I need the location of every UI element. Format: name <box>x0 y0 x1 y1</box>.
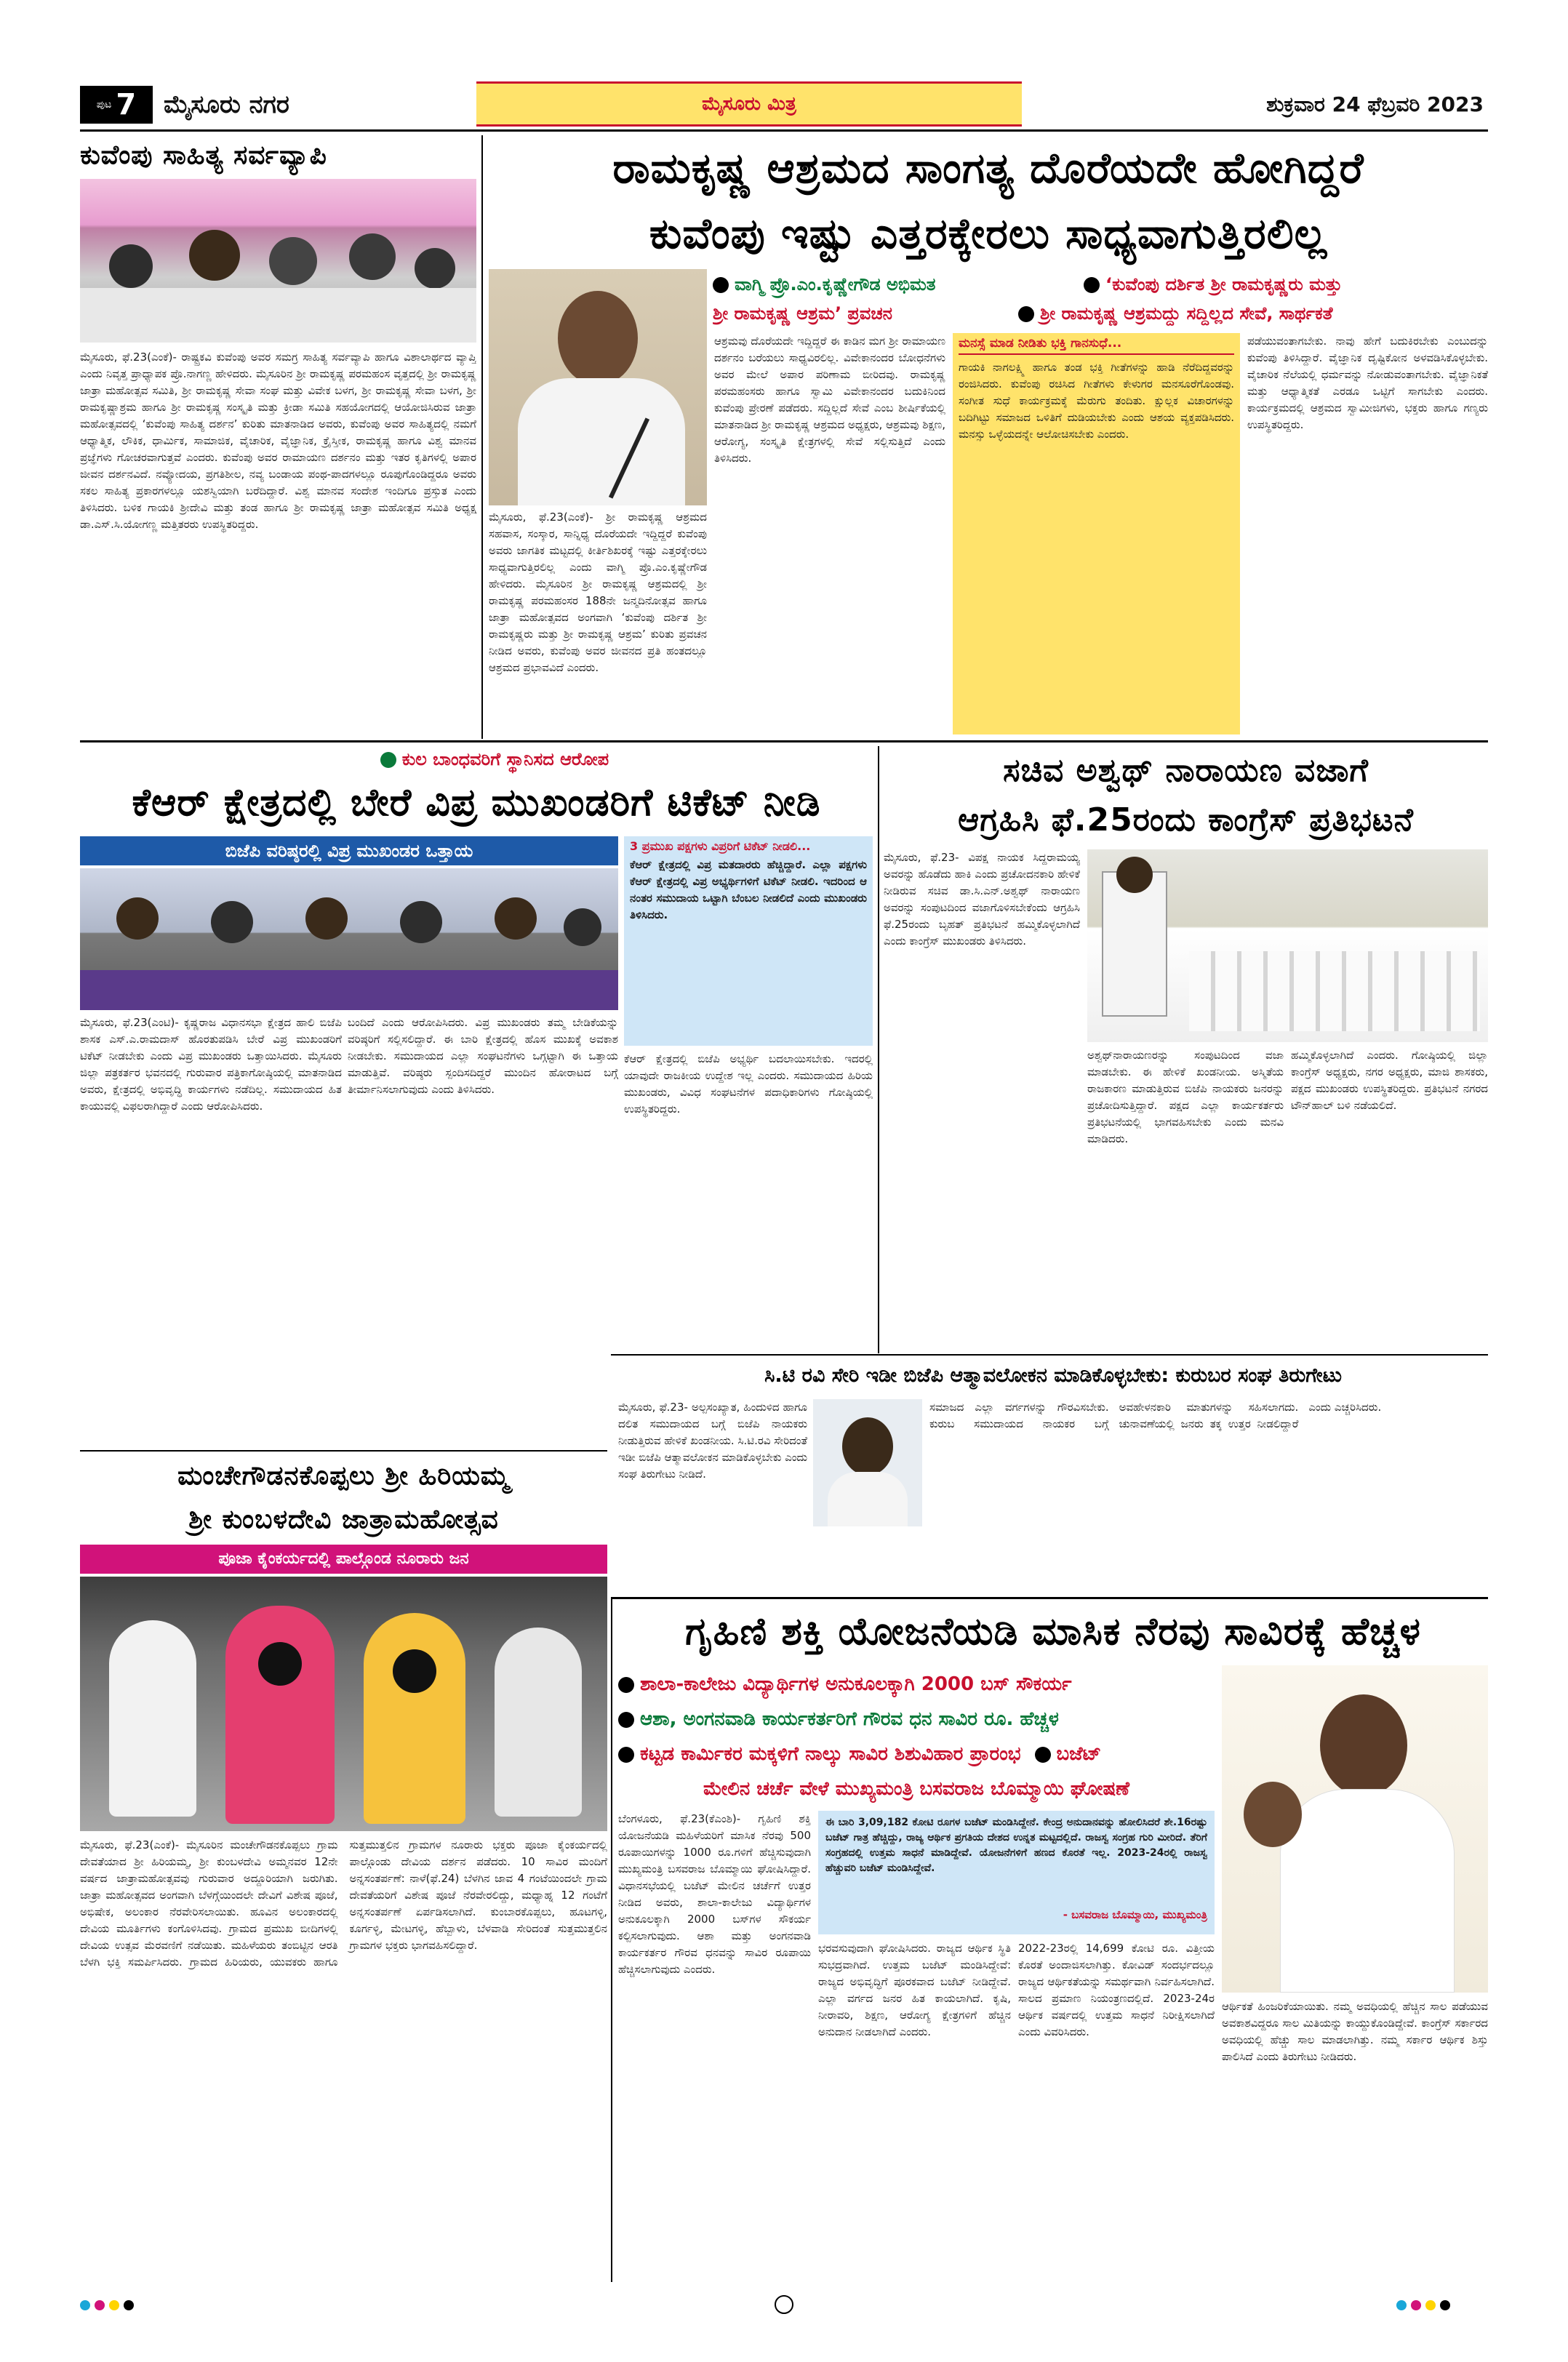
bullet-dot <box>713 277 729 293</box>
page-number-badge <box>80 86 153 124</box>
bhakti-box-body: ಗಾಯಕಿ ನಾಗಲಕ್ಷ್ಮಿ ಹಾಗೂ ತಂಡ ಭಕ್ತಿ ಗೀತೆಗಳನ್ನು ಹಾಡಿ ನೆರೆದಿದ್ದವರನ್ನು ರಂಜಿಸಿದರು. ಕುವೆಂಪು ರಚಿಸಿದ ಗೀತೆಗಳು ಕೇಳುಗರ ಮನಸೂರೆಗೊಂಡವು. ಸಂಗೀತ ಸುಧೆ ಕಾರ್ಯಕ್ರಮಕ್ಕೆ ಮೆರುಗು ತಂದಿತು. ಕ್ಷುಲ್ಲಕ ವಿಚಾರಗಳನ್ನು ಬದಿಗಿಟ್ಟು ಸಮಾಜದ ಒಳಿತಿಗೆ ದುಡಿಯಬೇಕು ಎಂದು ಆಶಯ ವ್ಯಕ್ತಪಡಿಸಿದರು. ಮನಸ್ಸು ಒಳ್ಳೆಯದನ್ನೇ ಆಲೋಚಿಸಬೇಕು ಎಂದರು. <box>959 361 1234 441</box>
registration-mark-icon <box>1425 2300 1436 2310</box>
keller-sidebar-title: 3 ಪ್ರಮುಖ ಪಕ್ಷಗಳು ವಿಪ್ರರಿಗೆ ಟಿಕೆಟ್ ನೀಡಲಿ... <box>630 839 811 853</box>
keller-col-1: ಮೈಸೂರು, ಫೆ.23(ಎಂಟಿ)- ಕೃಷ್ಣರಾಜ ವಿಧಾನಸಭಾ ಕ್ಷೇತ್ರದ ಹಾಲಿ ಬಿಜೆಪಿ ಶಾಸಕ ಎಸ್.ಎ.ರಾಮದಾಸ್ ಹೊರತುಪಡಿಸಿ ಬೇರೆ ವಿಪ್ರ ಮುಖಂಡರಿಗೆ ಟಿಕೆಟ್ ನೀಡಬೇಕು ಎಂದು ವಿಪ್ರ ಮುಖಂಡರು ಒತ್ತಾಯಿಸಿದರು. ಮೈಸೂರು ಜಿಲ್ಲಾ ಪತ್ರಕರ್ತರ ಭವನದಲ್ಲಿ ಗುರುವಾರ ಪತ್ರಿಕಾಗೋಷ್ಠಿಯಲ್ಲಿ ಮಾತನಾಡಿದ ಅವರು, ಕ್ಷೇತ್ರದಲ್ಲಿ ಅಭಿವೃದ್ಧಿ ಕಾರ್ಯಗಳು ನಡೆದಿಲ್ಲ. ಸಮುದಾಯದ ಹಿತ ಕಾಯುವಲ್ಲಿ ವಿಫಲರಾಗಿದ್ದಾರೆ ಎಂದು ಆರೋಪಿಸಿದರು. <box>80 1016 342 1113</box>
congress-col-1: ಮೈಸೂರು, ಫೆ.23- ವಿಪಕ್ಷ ನಾಯಕ ಸಿದ್ದರಾಮಯ್ಯ ಅವರನ್ನು ಹೊಡೆದು ಹಾಕಿ ಎಂದು ಪ್ರಚೋದನಕಾರಿ ಹೇಳಿಕೆ ನೀಡಿರುವ ಸಚಿವ ಡಾ.ಸಿ.ಎನ್.ಅಶ್ವಥ್ ನಾರಾಯಣ ಅವರನ್ನು ಸಂಪುಟದಿಂದ ವಜಾಗೊಳಿಸಬೇಕೆಂದು ಆಗ್ರಹಿಸಿ ಫೆ.25ರಂದು ಬೃಹತ್ ಪ್ರತಿಭಟನೆ ಹಮ್ಮಿಕೊಳ್ಳಲಾಗಿದೆ ಎಂದು ಕಾಂಗ್ರೆಸ್ ಮುಖಂಡರು ತಿಳಿಸಿದರು. <box>884 851 1080 948</box>
gruhini-bullet-1 <box>618 1668 1215 1700</box>
issue-date: ಶುಕ್ರವಾರ 24 ಫೆಬ್ರವರಿ 2023 <box>1266 92 1484 116</box>
section-rule-3 <box>80 1450 607 1452</box>
congress-meeting-photo <box>1087 849 1488 1042</box>
jatre-body: ಮೈಸೂರು, ಫೆ.23(ಎಂಕೆ)- ಮೈಸೂರಿನ ಮಂಚೇಗೌಡನಕೊಪ್ಪಲು ಗ್ರಾಮ ದೇವತೆಯಾದ ಶ್ರೀ ಹಿರಿಯಮ್ಮ, ಶ್ರೀ ಕುಂಬಳದೇವಿ ಅಮ್ಮನವರ 12ನೇ ವರ್ಷದ ಜಾತ್ರಾಮಹೋತ್ಸವವು ಗುರುವಾರ ಅದ್ದೂರಿಯಾಗಿ ಜರುಗಿತು. ಜಾತ್ರಾ ಮಹೋತ್ಸವದ ಅಂಗವಾಗಿ ಬೆಳಗ್ಗೆಯಿಂದಲೇ ದೇವಿಗೆ ವಿಶೇಷ ಪೂಜೆ, ಅಭಿಷೇಕ, ಅಲಂಕಾರ ನೆರವೇರಿಸಲಾಯಿತು. ಹೂವಿನ ಅಲಂಕಾರದಲ್ಲಿ ದೇವಿಯ ಮೂರ್ತಿಗಳು ಕಂಗೊಳಿಸಿದವು. ಗ್ರಾಮದ ಪ್ರಮುಖ ಬೀದಿಗಳಲ್ಲಿ ದೇವಿಯ ಉತ್ಸವ ಮೆರವಣಿಗೆ ನಡೆಯಿತು. ಮಹಿಳೆಯರು ತಂಬಿಟ್ಟಿನ ಆರತಿ ಬೆಳಗಿ ಭಕ್ತಿ ಸಮರ್ಪಿಸಿದರು. ಗ್ರಾಮದ ಹಿರಿಯರು, ಯುವಕರು ಹಾಗೂ ಸುತ್ತಮುತ್ತಲಿನ ಗ್ರಾಮಗಳ ನೂರಾರು ಭಕ್ತರು ಪೂಜಾ ಕೈಂಕರ್ಯದಲ್ಲಿ ಪಾಲ್ಗೊಂಡು ದೇವಿಯ ದರ್ಶನ ಪಡೆದರು. 10 ಸಾವಿರ ಮಂದಿಗೆ ಅನ್ನಸಂತರ್ಪಣೆ: ನಾಳೆ(ಫೆ.24) ಬೆಳಗಿನ ಜಾವ 4 ಗಂಟೆಯಿಂದಲೇ ಗ್ರಾಮ ದೇವತೆಯರಿಗೆ ವಿಶೇಷ ಪೂಜೆ ನೆರವೇರಲಿದ್ದು, ಮಧ್ಯಾಹ್ನ 12 ಗಂಟೆಗೆ ಅನ್ನಸಂತರ್ಪಣೆ ಏರ್ಪಡಿಸಲಾಗಿದೆ. ಕುಂಬಾರಕೊಪ್ಪಲು, ಹೂಟಗಳ್ಳಿ, ಕೂರ್ಗಳ್ಳಿ, ಮೇಟಗಳ್ಳಿ, ಹೆಬ್ಬಾಳು, ಬೆಳವಾಡಿ ಸೇರಿದಂತೆ ಸುತ್ತಮುತ್ತಲಿನ ಗ್ರಾಮಗಳ ಭಕ್ತರು ಭಾಗವಹಿಸಲಿದ್ದಾರೆ. <box>80 1838 607 1969</box>
page-number: 7 <box>116 88 137 121</box>
section-title: ಮೈಸೂರು ನಗರ <box>164 90 289 119</box>
keller-subhead: ಬಿಜೆಪಿ ವರಿಷ್ಠರಲ್ಲಿ ವಿಪ್ರ ಮುಖಂಡರ ಒತ್ತಾಯ <box>80 836 618 865</box>
bhakti-box-title: ಮನಸ್ಸೆ ಮಾಡ ನೀಡಿತು ಭಕ್ತಿ ಗಾನಸುಧೆ... <box>959 336 1234 355</box>
kuruba-col-1: ಮೈಸೂರು, ಫೆ.23- ಅಲ್ಪಸಂಖ್ಯಾತ, ಹಿಂದುಳಿದ ಹಾಗೂ ದಲಿತ ಸಮುದಾಯದ ಬಗ್ಗೆ ಬಿಜೆಪಿ ನಾಯಕರು ನೀಡುತ್ತಿರುವ ಹೇಳಿಕೆ ಖಂಡನೀಯ. ಸಿ.ಟಿ.ರವಿ ಸೇರಿದಂತೆ ಇಡೀ ಬಿಜೆಪಿ ಆತ್ಮಾವಲೋಕನ ಮಾಡಿಕೊಳ್ಳಬೇಕು ಎಂದು ಸಂಘ ತಿರುಗೇಟು ನೀಡಿದೆ. <box>618 1401 807 1481</box>
bullet-dot <box>1035 1747 1051 1763</box>
keller-sidebar-box <box>624 836 873 1046</box>
ashrama-bullet-4 <box>1018 300 1488 327</box>
bullet-dot <box>1084 277 1100 293</box>
gruhini-col-2: ಭರವಸುವುದಾಗಿ ಘೋಷಿಸಿದರು. ರಾಜ್ಯದ ಆರ್ಥಿಕ ಸ್ಥಿತಿ ಸುಭದ್ರವಾಗಿದೆ. ಉತ್ತಮ ಬಜೆಟ್ ಮಂಡಿಸಿದ್ದೇವೆ: ರಾಜ್ಯದ ಅಭಿವೃದ್ಧಿಗೆ ಪೂರಕವಾದ ಬಜೆಟ್ ನೀಡಿದ್ದೇವೆ. ಎಲ್ಲಾ ವರ್ಗದ ಜನರ ಹಿತ ಕಾಯಲಾಗಿದೆ. ಕೃಷಿ, ನೀರಾವರಿ, ಶಿಕ್ಷಣ, ಆರೋಗ್ಯ ಕ್ಷೇತ್ರಗಳಿಗೆ ಹೆಚ್ಚಿನ ಅನುದಾನ ನೀಡಲಾಗಿದೆ ಎಂದರು. <box>818 1942 1011 2038</box>
kuruba-portrait <box>813 1399 922 1526</box>
kicker-dot <box>380 752 396 768</box>
keller-col-3: ಕೆಆರ್ ಕ್ಷೇತ್ರದಲ್ಲಿ ಬಿಜೆಪಿ ಅಭ್ಯರ್ಥಿ ಬದಲಾಯಿಸಬೇಕು. ಇದರಲ್ಲಿ ಯಾವುದೇ ರಾಜಕೀಯ ಉದ್ದೇಶ ಇಲ್ಲ ಎಂದರು. ಸಮುದಾಯದ ಹಿರಿಯ ಮುಖಂಡರು, ವಿವಿಧ ಸಂಘಟನೆಗಳ ಪದಾಧಿಕಾರಿಗಳು ಗೋಷ್ಠಿಯಲ್ಲಿ ಉಪಸ್ಥಿತರಿದ್ದರು. <box>624 1052 873 1116</box>
bullet-dot <box>1018 306 1034 322</box>
ashrama-bullet-2-text: ‘ಕುವೆಂಪು ದರ್ಶಿತ ಶ್ರೀ ರಾಮಕೃಷ್ಣರು ಮತ್ತು <box>1105 274 1343 295</box>
kuvempu-event-photo <box>80 179 476 343</box>
gruhini-col-4: ಆರ್ಥಿಕತೆ ಹಿಂಜರಿಕೆಯಾಯಿತು. ನಮ್ಮ ಅವಧಿಯಲ್ಲಿ ಹೆಚ್ಚಿನ ಸಾಲ ಪಡೆಯುವ ಅವಕಾಶವಿದ್ದರೂ ಸಾಲ ಮಿತಿಯನ್ನು ಕಾಯ್ದುಕೊಂಡಿದ್ದೇವೆ. ಕಾಂಗ್ರೆಸ್ ಸರ್ಕಾರದ ಅವಧಿಯಲ್ಲಿ ಹೆಚ್ಚು ಸಾಲ ಮಾಡಲಾಗಿತ್ತು. ನಮ್ಮ ಸರ್ಕಾರ ಆರ್ಥಿಕ ಶಿಸ್ತು ಪಾಲಿಸಿದೆ ಎಂದು ತಿರುಗೇಟು ನೀಡಿದರು. <box>1222 2000 1488 2063</box>
ashrama-bullet-1 <box>713 271 1076 298</box>
registration-marks-right <box>1396 2299 1498 2314</box>
registration-mark-icon <box>124 2300 134 2310</box>
gruhini-quote-text: ಈ ಬಾರಿ 3,09,182 ಕೋಟಿ ರೂಗಳ ಬಜೆಟ್ ಮಂಡಿಸಿದ್ದೇನೆ. ಕೇಂದ್ರ ಅನುದಾನವನ್ನು ಹೋಲಿಸಿದರೆ ಶೇ.16ರಷ್ಟು ಬಜೆಟ್ ಗಾತ್ರ ಹೆಚ್ಚಿದ್ದು, ರಾಜ್ಯ ಆರ್ಥಿಕ ಪ್ರಗತಿಯ ದೇಶದ ಉನ್ನತ ಮಟ್ಟದಲ್ಲಿದೆ. ರಾಜಸ್ವ ಸಂಗ್ರಹ ಗುರಿ ಮೀರಿದೆ. ತೆರಿಗೆ ಸಂಗ್ರಹದಲ್ಲಿ ಉತ್ತಮ ಸಾಧನೆ ಮಾಡಿದ್ದೇವೆ. ಯೋಜನೆಗಳಿಗೆ ಹಣದ ಕೊರತೆ ಇಲ್ಲ. 2023-24ರಲ್ಲಿ ರಾಜಸ್ವ ಹೆಚ್ಚುವರಿ ಬಜೆಟ್ ಮಂಡಿಸಿದ್ದೇವೆ. <box>825 1817 1207 1874</box>
ashrama-col-1: ಮೈಸೂರು, ಫೆ.23(ಎಂಕೆ)- ಶ್ರೀ ರಾಮಕೃಷ್ಣ ಆಶ್ರಮದ ಸಹವಾಸ, ಸಂಸ್ಕಾರ, ಸಾನ್ನಿಧ್ಯ ದೊರೆಯದೇ ಇದ್ದಿದ್ದರೆ ಕುವೆಂಪು ಅವರು ಜಾಗತಿಕ ಮಟ್ಟದಲ್ಲಿ ಕೀರ್ತಿಶಿಖರಕ್ಕೆ ಇಷ್ಟು ಎತ್ತರಕ್ಕೇರಲು ಸಾಧ್ಯವಾಗುತ್ತಿರಲಿಲ್ಲ ಎಂದು ವಾಗ್ಮಿ ಪ್ರೊ.ಎಂ.ಕೃಷ್ಣೇಗೌಡ ಹೇಳಿದರು. ಮೈಸೂರಿನ ಶ್ರೀ ರಾಮಕೃಷ್ಣ ಆಶ್ರಮದಲ್ಲಿ ಶ್ರೀ ರಾಮಕೃಷ್ಣ ಪರಮಹಂಸರ 188ನೇ ಜನ್ಮದಿನೋತ್ಸವ ಹಾಗೂ ಜಾತ್ರಾ ಮಹೋತ್ಸವದ ಅಂಗವಾಗಿ ‘ಕುವೆಂಪು ದರ್ಶಿತ ಶ್ರೀ ರಾಮಕೃಷ್ಣರು ಮತ್ತು ಶ್ರೀ ರಾಮಕೃಷ್ಣ ಆಶ್ರಮ’ ಕುರಿತು ಪ್ರವಚನ ನೀಡಿದ ಅವರು, ಕುವೆಂಪು ಅವರ ಜೀವನದ ಪ್ರತಿ ಹಂತದಲ್ಲೂ ಆಶ್ರಮದ ಪ್ರಭಾವವಿದೆ ಎಂದರು. <box>489 511 707 674</box>
registration-target-icon <box>775 2295 793 2314</box>
ashrama-headline-line2: ಕುವೆಂಪು ಇಷ್ಟು ಎತ್ತರಕ್ಕೇರಲು ಸಾಧ್ಯವಾಗುತ್ತಿರಲಿಲ್ಲ <box>649 209 1328 258</box>
bullet-dot <box>618 1712 634 1728</box>
registration-mark-icon <box>1440 2300 1450 2310</box>
congress-headline-line1: ಸಚಿವ ಅಶ್ವಥ್ ನಾರಾಯಣ ವಜಾಗೆ <box>1003 752 1369 789</box>
kuruba-headline: ಸಿ.ಟಿ ರವಿ ಸೇರಿ ಇಡೀ ಬಿಜೆಪಿ ಆತ್ಮಾವಲೋಕನ ಮಾಡಿಕೊಳ್ಳಬೇಕು: ಕುರುಬರ ಸಂಘ ತಿರುಗೇಟು <box>764 1364 1342 1387</box>
registration-mark-icon <box>95 2300 105 2310</box>
gruhini-col-1: ಬೆಂಗಳೂರು, ಫೆ.23(ಕೆಎಂಶಿ)- ಗೃಹಿಣಿ ಶಕ್ತಿ ಯೋಜನೆಯಡಿ ಮಹಿಳೆಯರಿಗೆ ಮಾಸಿಕ ನೆರವು 500 ರೂಪಾಯಿಗಳನ್ನು 1000 ರೂ.ಗಳಿಗೆ ಹೆಚ್ಚಿಸುವುದಾಗಿ ಮುಖ್ಯಮಂತ್ರಿ ಬಸವರಾಜ ಬೊಮ್ಮಾಯಿ ಘೋಷಿಸಿದ್ದಾರೆ. ವಿಧಾನಸಭೆಯಲ್ಲಿ ಬಜೆಟ್ ಮೇಲಿನ ಚರ್ಚೆಗೆ ಉತ್ತರ ನೀಡಿದ ಅವರು, ಶಾಲಾ-ಕಾಲೇಜು ವಿದ್ಯಾರ್ಥಿಗಳ ಅನುಕೂಲಕ್ಕಾಗಿ 2000 ಬಸ್‌ಗಳ ಸೌಕರ್ಯ ಕಲ್ಪಿಸಲಾಗುವುದು. ಆಶಾ ಮತ್ತು ಅಂಗನವಾಡಿ ಕಾರ್ಯಕರ್ತರ ಗೌರವ ಧನವನ್ನು ಸಾವಿರ ರೂಪಾಯಿ ಹೆಚ್ಚಿಸಲಾಗುವುದು ಎಂದರು. <box>618 1812 811 1976</box>
kuvempu-headline: ಕುವೆಂಪು ಸಾಹಿತ್ಯ ಸರ್ವವ್ಯಾಪಿ <box>80 140 327 170</box>
gruhini-bullet-1-text: ಶಾಲಾ-ಕಾಲೇಜು ವಿದ್ಯಾರ್ಥಿಗಳ ಅನುಕೂಲಕ್ಕಾಗಿ 2000 ಬಸ್ ಸೌಕರ್ಯ <box>640 1673 1072 1695</box>
ashrama-bullet-2 <box>1084 271 1488 298</box>
paper-name-banner <box>476 81 1022 127</box>
section-rule-4 <box>611 1597 1488 1599</box>
registration-mark-icon <box>109 2300 119 2310</box>
keller-kicker <box>291 746 698 772</box>
section-rule-2 <box>611 1354 1488 1356</box>
keller-headline: ಕೆಆರ್ ಕ್ಷೇತ್ರದಲ್ಲಿ ಬೇರೆ ವಿಪ್ರ ಮುಖಂಡರಿಗೆ ಟಿಕೆಟ್ ನೀಡಿ <box>132 781 821 825</box>
bhakti-box <box>953 333 1240 734</box>
section-rule-1 <box>80 740 1488 742</box>
kuruba-col-2: ಸಮಾಜದ ಎಲ್ಲಾ ವರ್ಗಗಳನ್ನು ಗೌರವಿಸಬೇಕು. ಕುರುಬ ಸಮುದಾಯದ ನಾಯಕರ ಬಗ್ಗೆ ಅವಹೇಳನಕಾರಿ ಮಾತುಗಳನ್ನು ಸಹಿಸಲಾಗದು. ಚುನಾವಣೆಯಲ್ಲಿ ಜನರು ತಕ್ಕ ಉತ್ತರ ನೀಡಲಿದ್ದಾರೆ ಎಂದು ಎಚ್ಚರಿಸಿದರು. <box>929 1401 1382 1430</box>
ashrama-bullet-3-text: ಶ್ರೀ ರಾಮಕೃಷ್ಣ ಆಶ್ರಮ’ ಪ್ರವಚನ <box>713 303 893 324</box>
ashrama-headline-line1: ರಾಮಕೃಷ್ಣ ಆಶ್ರಮದ ಸಾಂಗತ್ಯ ದೊರೆಯದೇ ಹೋಗಿದ್ದರೆ <box>612 143 1364 193</box>
registration-mark-icon <box>1411 2300 1421 2310</box>
chief-minister-photo <box>1222 1665 1488 1993</box>
gruhini-bullet-4-text: ಮೇಲಿನ ಚರ್ಚೆ ವೇಳೆ ಮುಖ್ಯಮಂತ್ರಿ ಬಸವರಾಜ ಬೊಮ್ಮಾಯಿ ಘೋಷಣೆ <box>703 1778 1130 1800</box>
keller-kicker-text: ಕುಲ ಬಾಂಧವರಿಗೆ ಸ್ಥಾನಿಸದ ಆರೋಪ <box>401 749 609 769</box>
ashrama-bullet-4-text: ಶ್ರೀ ರಾಮಕೃಷ್ಣ ಆಶ್ರಮದ್ದು ಸದ್ದಿಲ್ಲದ ಸೇವೆ, ಸಾರ್ಥಕತೆ <box>1040 303 1333 324</box>
gruhini-bullet-2-text: ಆಶಾ, ಅಂಗನವಾಡಿ ಕಾರ್ಯಕರ್ತರಿಗೆ ಗೌರವ ಧನ ಸಾವಿರ ರೂ. ಹೆಚ್ಚಳ <box>640 1708 1059 1730</box>
bullet-dot <box>618 1677 634 1693</box>
keller-col-2: ಬಂದಿದೆ ಎಂದು ಆರೋಪಿಸಿದರು. ವಿಪ್ರ ಮುಖಂಡರು ತಮ್ಮ ಬೇಡಿಕೆಯನ್ನು ವರಿಷ್ಠರಿಗೆ ಸಲ್ಲಿಸಲಿದ್ದಾರೆ. ಈ ಬಾರಿ ಕ್ಷೇತ್ರದಲ್ಲಿ ಹೊಸ ಮುಖಕ್ಕೆ ಅವಕಾಶ ನೀಡಬೇಕು. ಸಮುದಾಯದ ಎಲ್ಲಾ ಸಂಘಟನೆಗಳು ಒಗ್ಗಟ್ಟಾಗಿ ಈ ಒತ್ತಾಯ ಮಾಡುತ್ತಿವೆ. ವರಿಷ್ಠರು ಸ್ಪಂದಿಸದಿದ್ದರೆ ಮುಂದಿನ ಹೋರಾಟದ ಬಗ್ಗೆ ತೀರ್ಮಾನಿಸಲಾಗುವುದು ಎಂದು ತಿಳಿಸಿದರು. <box>348 1016 618 1096</box>
ashrama-bullet-1-text: ವಾಗ್ಮಿ ಪ್ರೊ.ಎಂ.ಕೃಷ್ಣೇಗೌಡ ಅಭಿಮತ <box>735 274 936 295</box>
congress-col-2: ಅಶ್ವಥ್‌ನಾರಾಯಣರನ್ನು ಸಂಪುಟದಿಂದ ವಜಾ ಮಾಡಬೇಕು. ಈ ಹೇಳಿಕೆ ಖಂಡನೀಯ. ಅಸ್ಮಿತೆಯ ರಾಜಕಾರಣ ಮಾಡುತ್ತಿರುವ ಬಿಜೆಪಿ ನಾಯಕರು ಜನರನ್ನು ಪ್ರಚೋದಿಸುತ್ತಿದ್ದಾರೆ. ಪಕ್ಷದ ಎಲ್ಲಾ ಕಾರ್ಯಕರ್ತರು ಪ್ರತಿಭಟನೆಯಲ್ಲಿ ಭಾಗವಹಿಸಬೇಕು ಎಂದು ಮನವಿ ಮಾಡಿದರು. <box>1087 1049 1284 1145</box>
gruhini-quote-sign: - ಬಸವರಾಜ ಬೊಮ್ಮಾಯಿ, ಮುಖ್ಯಮಂತ್ರಿ <box>1063 1908 1207 1921</box>
column-divider-1 <box>481 135 483 739</box>
gruhini-bullet-2 <box>618 1703 1215 1735</box>
jatre-deity-photo <box>80 1577 607 1831</box>
ashrama-col-4: ಪಡೆಯುವಂತಾಗಬೇಕು. ನಾವು ಹೇಗೆ ಬದುಕಿರಬೇಕು ಎಂಬುದನ್ನು ಕುವೆಂಪು ತಿಳಿಸಿದ್ದಾರೆ. ವೈಜ್ಞಾನಿಕ ದೃಷ್ಟಿಕೋನ ಅಳವಡಿಸಿಕೊಳ್ಳಬೇಕು. ವೈಚಾರಿಕ ನೆಲೆಯಲ್ಲಿ ಧರ್ಮವನ್ನು ನೋಡುವಂತಾಗಬೇಕು. ವೈಜ್ಞಾನಿಕತೆ ಮತ್ತು ಆಧ್ಯಾತ್ಮಿಕತೆ ಎರಡೂ ಒಟ್ಟಿಗೆ ಸಾಗಬೇಕು ಎಂದರು. ಕಾರ್ಯಕ್ರಮದಲ್ಲಿ ಆಶ್ರಮದ ಸ್ವಾಮೀಜಿಗಳು, ಭಕ್ತರು ಹಾಗೂ ಗಣ್ಯರು ಉಪಸ್ಥಿತರಿದ್ದರು. <box>1247 335 1488 431</box>
ashrama-col-2: ಆಶ್ರಮವು ದೊರೆಯದೇ ಇದ್ದಿದ್ದರೆ ಈ ಕಾಡಿನ ಮಗ ಶ್ರೀ ರಾಮಾಯಣ ದರ್ಶನಂ ಬರೆಯಲು ಸಾಧ್ಯವಿರಲಿಲ್ಲ. ವಿವೇಕಾನಂದರ ಬೋಧನೆಗಳು ಅವರ ಮೇಲೆ ಅಪಾರ ಪರಿಣಾಮ ಬೀರಿದವು. ರಾಮಕೃಷ್ಣ ಪರಮಹಂಸರು ಹಾಗೂ ಸ್ವಾಮಿ ವಿವೇಕಾನಂದರ ಬದುಕಿನಿಂದ ಕುವೆಂಪು ಪ್ರೇರಣೆ ಪಡೆದರು. ಸದ್ದಿಲ್ಲದೆ ಸೇವೆ ಎಂಬ ಶೀರ್ಷಿಕೆಯಲ್ಲಿ ಮಾತನಾಡಿದ ಶ್ರೀ ರಾಮಕೃಷ್ಣ ಆಶ್ರಮದ ಅಧ್ಯಕ್ಷರು, ಆಶ್ರಮವು ಶಿಕ್ಷಣ, ಆರೋಗ್ಯ, ಸಂಸ್ಕೃತಿ ಕ್ಷೇತ್ರಗಳಲ್ಲಿ ಸೇವೆ ಸಲ್ಲಿಸುತ್ತಿದೆ ಎಂದು ತಿಳಿಸಿದರು. <box>714 335 945 465</box>
congress-col-3: ಹಮ್ಮಿಕೊಳ್ಳಲಾಗಿದೆ ಎಂದರು. ಗೋಷ್ಠಿಯಲ್ಲಿ ಜಿಲ್ಲಾ ಕಾಂಗ್ರೆಸ್ ಅಧ್ಯಕ್ಷರು, ನಗರ ಅಧ್ಯಕ್ಷರು, ಮಾಜಿ ಶಾಸಕರು, ಪಕ್ಷದ ಮುಖಂಡರು ಉಪಸ್ಥಿತರಿದ್ದರು. ಪ್ರತಿಭಟನೆ ನಗರದ ಟೌನ್‌ಹಾಲ್ ಬಳಿ ನಡೆಯಲಿದೆ. <box>1291 1049 1488 1112</box>
gruhini-bullet-3-text: ಕಟ್ಟಡ ಕಾರ್ಮಿಕರ ಮಕ್ಕಳಿಗೆ ನಾಲ್ಕು ಸಾವಿರ ಶಿಶುವಿಹಾರ ಪ್ರಾರಂಭ <box>640 1743 1021 1765</box>
vipra-press-photo <box>80 868 618 1010</box>
jatre-subhead: ಪೂಜಾ ಕೈಂಕರ್ಯದಲ್ಲಿ ಪಾಲ್ಗೊಂಡ ನೂರಾರು ಜನ <box>80 1545 607 1574</box>
column-divider-2 <box>878 746 879 1353</box>
gruhini-col-3: 2022-23ರಲ್ಲಿ 14,699 ಕೋಟಿ ರೂ. ವಿತ್ತೀಯ ಕೊರತೆ ಅಂದಾಜಿಸಲಾಗಿತ್ತು. ಕೋವಿಡ್ ಸಂದರ್ಭದಲ್ಲೂ ರಾಜ್ಯದ ಆರ್ಥಿಕತೆಯನ್ನು ಸಮರ್ಥವಾಗಿ ನಿರ್ವಹಿಸಲಾಗಿದೆ. ಸಾಲದ ಪ್ರಮಾಣ ನಿಯಂತ್ರಣದಲ್ಲಿದೆ. 2023-24ರ ಆರ್ಥಿಕ ವರ್ಷದಲ್ಲಿ ಉತ್ತಮ ಸಾಧನೆ ನಿರೀಕ್ಷಿಸಲಾಗಿದೆ ಎಂದು ವಿವರಿಸಿದರು. <box>1018 1942 1215 2038</box>
ashrama-bullet-3 <box>713 300 1018 327</box>
paper-name: ಮೈಸೂರು ಮಿತ್ರ <box>702 92 796 115</box>
gruhini-headline: ಗೃಹಿಣಿ ಶಕ್ತಿ ಯೋಜನೆಯಡಿ ಮಾಸಿಕ ನೆರವು ಸಾವಿರಕ್ಕೆ ಹೆಚ್ಚಳ <box>685 1610 1421 1654</box>
bullet-dot <box>618 1747 634 1763</box>
column-divider-3 <box>611 1598 612 2282</box>
gruhini-quote-box <box>818 1811 1215 1934</box>
masthead-rule <box>80 129 1488 132</box>
kuvempu-body: ಮೈಸೂರು, ಫೆ.23(ಎಂಕೆ)- ರಾಷ್ಟ್ರಕವಿ ಕುವೆಂಪು ಅವರ ಸಮಗ್ರ ಸಾಹಿತ್ಯ ಸರ್ವವ್ಯಾಪಿ ಹಾಗೂ ವಿಶಾಲಾರ್ಥದ ವ್ಯಾಪ್ತಿ ಎಂದು ನಿವೃತ್ತ ಪ್ರಾಧ್ಯಾಪಕ ಪ್ರೊ.ನಾಗಣ್ಣ ಹೇಳಿದರು. ಮೈಸೂರಿನ ಶ್ರೀ ರಾಮಕೃಷ್ಣ ಪರಮಹಂಸ ವೃತ್ತದಲ್ಲಿ ಶ್ರೀ ರಾಮಕೃಷ್ಣ ಜಾತ್ರಾ ಮಹೋತ್ಸವ ಸಮಿತಿ, ಶ್ರೀ ರಾಮಕೃಷ್ಣ ಸೇವಾ ಸಂಘ ಮತ್ತು ವಿವೇಕ ಬಳಗ, ಶ್ರೀ ರಾಮಕೃಷ್ಣ ಸೇವಾ ಬಳಗ, ಶ್ರೀ ರಾಮಕೃಷ್ಣಾಶ್ರಮ ಹಾಗೂ ಶ್ರೀ ರಾಮಕೃಷ್ಣ ಸಂಸ್ಕೃತಿ ಮತ್ತು ಕ್ರೀಡಾ ಸಮಿತಿ ಸಹಯೋಗದಲ್ಲಿ ಆಯೋಜಿಸಿರುವ ಜಾತ್ರಾ ಮಹೋತ್ಸವದಲ್ಲಿ ‘ಕುವೆಂಪು ಸಾಹಿತ್ಯ ದರ್ಶನ’ ಕುರಿತು ಮಾತನಾಡಿದ ಅವರು, ಕುವೆಂಪು ಅವರ ಸಾಹಿತ್ಯದಲ್ಲಿ ನಮಗೆ ಆಧ್ಯಾತ್ಮಿಕ, ಲೌಕಿಕ, ಧಾರ್ಮಿಕ, ಸಾಮಾಜಿಕ, ವೈಚಾರಿಕ, ವೈಜ್ಞಾನಿಕ, ಕ್ರೈಸ್ತೀಕ, ರಾಮಕೃಷ್ಣ ಹಾಗೂ ವಿಶ್ವ ಮಾನವ ಪ್ರಜ್ಞೆಗಳು ಗೋಚರವಾಗುತ್ತವೆ ಎಂದರು. ಕುವೆಂಪು ಅವರ ರಾಮಾಯಣ ದರ್ಶನಂ ಮತ್ತು ಇತರ ಕೃತಿಗಳಲ್ಲಿ ಅಪಾರ ಜೀವನ ದರ್ಶನವಿದೆ. ನವ್ಯೋದಯ, ಪ್ರಗತಿಶೀಲ, ನವ್ಯ ಬಂಡಾಯ ಪಂಥ-ಪಾದಗಳಲ್ಲೂ ರೂಪುಗೊಂಡಿದ್ದರೂ ಅವರು ಸಕಲ ಸಾಹಿತ್ಯ ಪ್ರಕಾರಗಳಲ್ಲೂ ಯಶಸ್ವಿಯಾಗಿ ಬರೆದಿದ್ದಾರೆ. ವಿಶ್ವ ಮಾನವ ಸಂದೇಶ ಇಂದಿಗೂ ಪ್ರಸ್ತುತ ಎಂದು ತಿಳಿಸಿದರು. ಬಳಿಕ ಗಾಯಕಿ ಶ್ರೀದೇವಿ ಮತ್ತು ತಂಡ ಹಾಗೂ ಶ್ರೀ ರಾಮಕೃಷ್ಣ ಜಾತ್ರಾ ಮಹೋತ್ಸವ ಸಮಿತಿ ಅಧ್ಯಕ್ಷ ಡಾ.ಎಸ್.ಸಿ.ಯೋಗಣ್ಣ ಮತ್ತಿತರರು ಉಪಸ್ಥಿತರಿದ್ದರು. <box>80 351 476 531</box>
registration-mark-icon <box>1396 2300 1407 2310</box>
registration-marks-left <box>80 2299 182 2314</box>
congress-headline-line2: ಆಗ್ರಹಿಸಿ ಫೆ.25ರಂದು ಕಾಂಗ್ರೆಸ್ ಪ್ರತಿಭಟನೆ <box>958 801 1414 838</box>
registration-mark-icon <box>80 2300 90 2310</box>
gruhini-bullet-3b-text: ಬಜೆಟ್ <box>1056 1743 1102 1765</box>
jatre-headline-line2: ಶ್ರೀ ಕುಂಬಳದೇವಿ ಜಾತ್ರಾಮಹೋತ್ಸವ <box>188 1505 499 1534</box>
jatre-headline-line1: ಮಂಚೇಗೌಡನಕೊಪ್ಪಲು ಶ್ರೀ ಹಿರಿಯಮ್ಮ <box>177 1461 510 1491</box>
speaker-photo <box>489 269 707 505</box>
page-label: ಪುಟ <box>96 99 112 111</box>
gruhini-bullet-4 <box>618 1773 1215 1805</box>
gruhini-bullet-3 <box>618 1738 1215 1770</box>
keller-sidebar-body: ಕೆಆರ್ ಕ್ಷೇತ್ರದಲ್ಲಿ ವಿಪ್ರ ಮತದಾರರು ಹೆಚ್ಚಿದ್ದಾರೆ. ಎಲ್ಲಾ ಪಕ್ಷಗಳು ಕೆಆರ್ ಕ್ಷೇತ್ರದಲ್ಲಿ ವಿಪ್ರ ಅಭ್ಯರ್ಥಿಗಳಿಗೆ ಟಿಕೆಟ್ ನೀಡಲಿ. ಇದರಿಂದ ಆ ನಂತರ ಸಮುದಾಯ ಒಟ್ಟಾಗಿ ಬೆಂಬಲ ನೀಡಲಿದೆ ಎಂದು ಮುಖಂಡರು ತಿಳಿಸಿದರು. <box>630 858 867 921</box>
